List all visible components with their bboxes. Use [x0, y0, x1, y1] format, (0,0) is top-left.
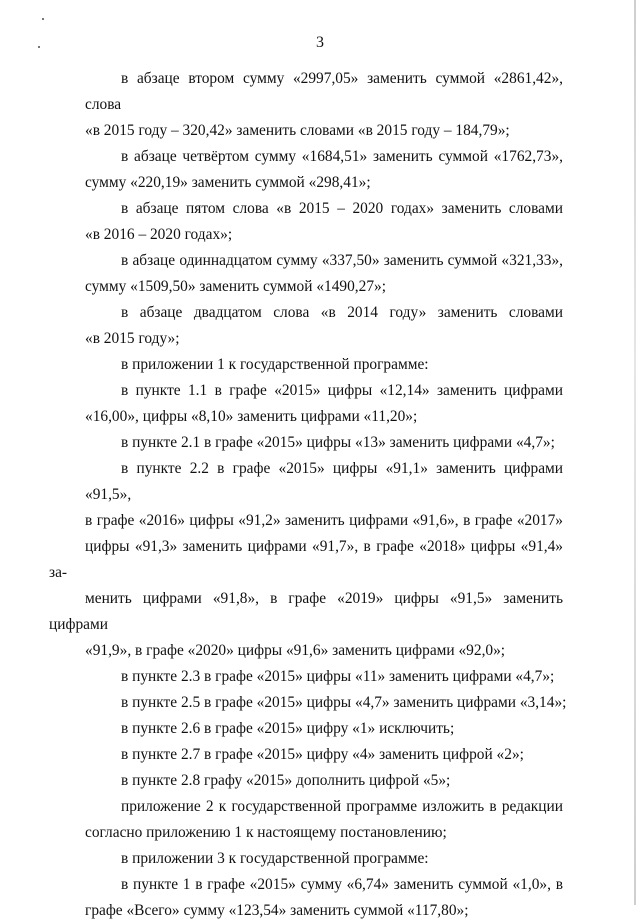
- paragraph: [85, 690, 567, 716]
- text-line: в пункте 2.2 в графе «2015» цифры «91,1» заменить цифрами «91,5»,: [85, 460, 563, 503]
- document-body: [49, 66, 567, 924]
- paragraph: [85, 248, 563, 300]
- text-line: в пункте 2.6 в графе «2015» цифру «1» исключить;: [121, 720, 455, 737]
- page-number: 3: [316, 34, 324, 51]
- text-line: «в 2016 – 2020 годах»;: [85, 226, 233, 243]
- paragraph: [85, 768, 563, 794]
- text-line: в пункте 2.5 в графе «2015» цифры «4,7» заменить цифрами «3,14»;: [121, 694, 567, 711]
- text-line: в абзаце втором сумму «2997,05» заменить суммой «2861,42», слова: [85, 70, 563, 113]
- paragraph: [85, 742, 563, 768]
- paragraph: [85, 664, 563, 690]
- paragraph: [85, 66, 563, 144]
- text-line: графе «Всего» сумму «123,54» заменить суммой «117,80»;: [85, 902, 469, 919]
- paragraph: [85, 378, 563, 430]
- text-line: в приложении 3 к государственной программе:: [121, 850, 429, 867]
- text-line: сумму «1509,50» заменить суммой «1490,27»;: [85, 278, 387, 295]
- paragraph: [85, 794, 563, 846]
- text-line: в абзаце одиннадцатом сумму «337,50» заменить суммой «321,33»,: [121, 252, 563, 269]
- scan-edge: [634, 0, 636, 905]
- paragraph: [85, 430, 563, 456]
- text-line: в пункте 1.1 в графе «2015» цифры «12,14» заменить цифрами: [121, 382, 563, 399]
- text-line: менить цифрами «91,8», в графе «2019» цифры «91,5» заменить цифрами: [49, 590, 563, 633]
- text-line: в абзаце четвёртом сумму «1684,51» заменить суммой «1762,73»,: [121, 148, 563, 165]
- text-line: в пункте 2.1 в графе «2015» цифры «13» заменить цифрами «4,7»;: [121, 434, 555, 451]
- text-line: «в 2015 году»;: [85, 330, 180, 347]
- text-line: «91,9», в графе «2020» цифры «91,6» заменить цифрами «92,0»;: [85, 642, 506, 659]
- scan-speck: [42, 18, 44, 20]
- text-line: в пункте 1 в графе «2015» сумму «6,74» заменить суммой «1,0», в: [121, 876, 563, 893]
- paragraph: [85, 872, 563, 924]
- paragraph: [85, 352, 563, 378]
- text-line: в графе «2016» цифры «91,2» заменить цифрами «91,6», в графе «2017»: [85, 512, 563, 529]
- text-line: в пункте 2.7 в графе «2015» цифру «4» заменить цифрой «2»;: [121, 746, 524, 763]
- paragraph: [85, 196, 563, 248]
- text-line: цифры «91,3» заменить цифрами «91,7», в графе «2018» цифры «91,4» за-: [49, 538, 563, 581]
- text-line: сумму «220,19» заменить суммой «298,41»;: [85, 174, 371, 191]
- paragraph: [85, 144, 563, 196]
- paragraph: [85, 846, 563, 872]
- text-line: в приложении 1 к государственной программе:: [121, 356, 429, 373]
- paragraph: [85, 300, 563, 352]
- text-line: приложение 2 к государственной программе изложить в редакции: [121, 798, 563, 815]
- text-line: согласно приложению 1 к настоящему постановлению;: [85, 824, 447, 841]
- paragraph: [49, 456, 563, 664]
- text-line: «16,00», цифры «8,10» заменить цифрами «11,20»;: [85, 408, 418, 425]
- paragraph: [85, 716, 563, 742]
- text-line: в пункте 2.8 графу «2015» дополнить цифрой «5»;: [121, 772, 451, 789]
- text-line: «в 2015 году – 320,42» заменить словами «в 2015 году – 184,79»;: [85, 122, 510, 139]
- text-line: в абзаце пятом слова «в 2015 – 2020 годах» заменить словами: [121, 200, 563, 217]
- text-line: в пункте 2.3 в графе «2015» цифры «11» заменить цифрами «4,7»;: [121, 668, 555, 685]
- text-line: в абзаце двадцатом слова «в 2014 году» заменить словами: [121, 304, 563, 321]
